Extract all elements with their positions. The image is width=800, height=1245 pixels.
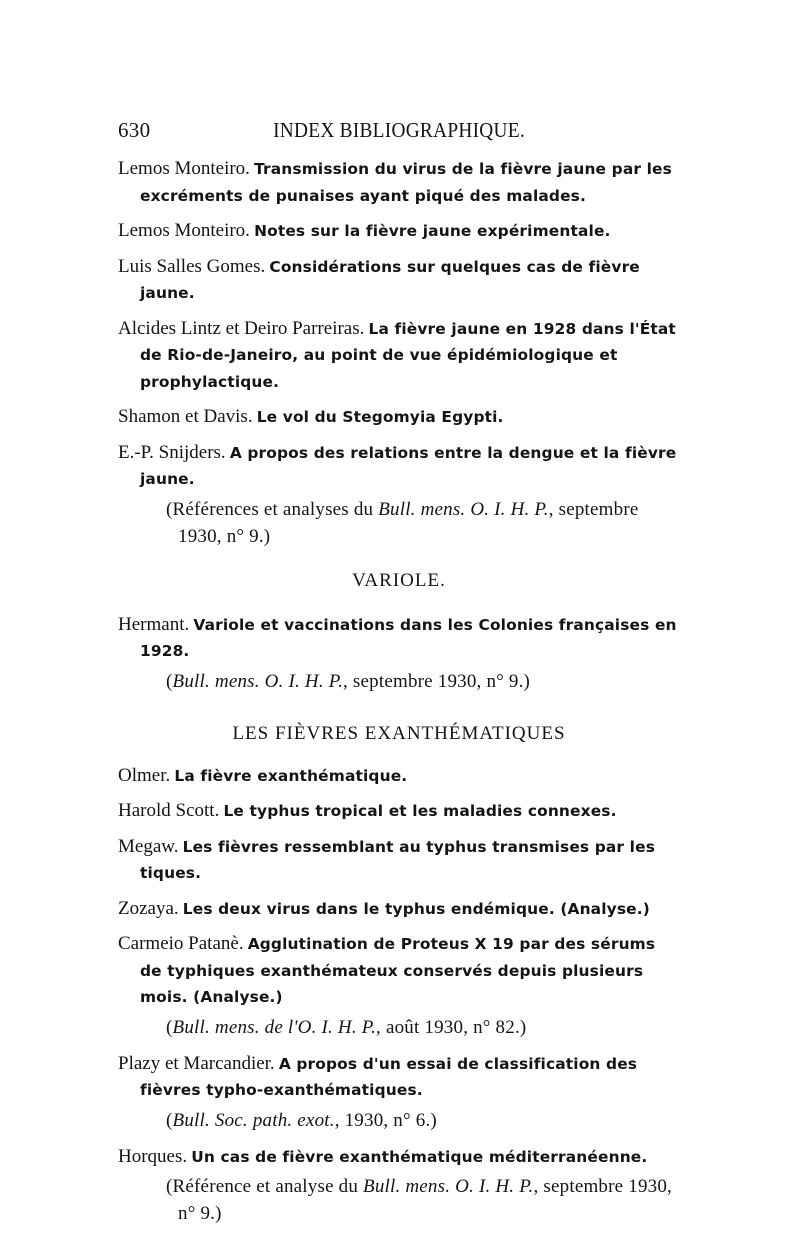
ref-suffix: , septembre 1930, n° 9.)	[178, 1176, 672, 1224]
entry-title: Le typhus tropical et les maladies connexes.	[223, 802, 617, 820]
bib-entry	[118, 218, 680, 245]
page-title: INDEX BIBLIOGRAPHIQUE.	[273, 118, 525, 142]
entry-title: Agglutination de Proteus X 19 par des sérums de typhiques exanthémateux conservés depuis plusieurs mois. (Analyse.)	[140, 935, 656, 1006]
entry-title: Considérations sur quelques cas de fièvre jaune.	[140, 257, 640, 302]
bib-entry	[118, 404, 680, 431]
entry-title: A propos des relations entre la dengue et la fièvre jaune.	[140, 443, 677, 488]
entry-author: Horques.	[118, 1145, 188, 1167]
section-heading-exanthematiques: LES FIÈVRES EXANTHÉMATIQUES	[232, 722, 566, 744]
entry-title: Variole et vaccinations dans les Colonies françaises en 1928.	[140, 615, 677, 660]
entry-author: Megaw.	[118, 835, 179, 857]
page-number: 630	[118, 118, 151, 142]
section-heading-variole: VARIOLE.	[352, 569, 446, 591]
entry-author: Carmeio Patanè.	[118, 933, 244, 954]
bib-entry	[118, 763, 680, 790]
ref-journal: Bull. mens. O. I. H. P.	[378, 498, 549, 520]
ref-suffix: , août 1930, n° 82.)	[376, 1016, 527, 1038]
ref-journal: Bull. mens. O. I. H. P.	[172, 670, 344, 692]
entry-title: Le vol du Stegomyia Egypti.	[256, 408, 504, 426]
entry-author: Shamon et Davis.	[118, 406, 253, 427]
ref-suffix: , 1930, n° 6.)	[334, 1109, 437, 1131]
ref-suffix: , septembre 1930, n° 9.)	[178, 498, 639, 547]
bibliography-content	[118, 156, 680, 1237]
ref-suffix: , septembre 1930, n° 9.)	[343, 670, 531, 692]
ref-journal: Bull. Soc. path. exot.	[172, 1109, 335, 1131]
ref-journal: Bull. mens. O. I. H. P.	[363, 1176, 534, 1197]
bib-entry	[118, 254, 680, 307]
bib-entry	[118, 612, 680, 665]
entry-author: Plazy et Marcandier.	[118, 1052, 275, 1074]
entry-author: Zozaya.	[118, 897, 179, 919]
entry-title: La fièvre exanthématique.	[174, 766, 408, 785]
source-reference	[166, 1014, 680, 1041]
ref-prefix: (	[166, 670, 173, 692]
entry-author: Olmer.	[118, 764, 171, 786]
bib-entry	[118, 440, 680, 493]
ref-prefix: (Références et analyses du	[166, 498, 379, 520]
source-reference	[166, 1107, 680, 1134]
source-reference	[166, 496, 680, 550]
entry-title: Un cas de fièvre exanthématique méditerranéenne.	[191, 1147, 648, 1166]
entry-title: Les deux virus dans le typhus endémique. (Analyse.)	[182, 899, 650, 918]
entry-author: E.-P. Snijders.	[118, 441, 226, 463]
entry-author: Hermant.	[118, 613, 190, 635]
entry-title: Transmission du virus de la fièvre jaune par les excréments de punaises ayant piqué des malades.	[140, 160, 672, 205]
entry-title: A propos d'un essai de classification des fièvres typho-exanthématiques.	[140, 1054, 638, 1099]
bib-entry	[118, 1051, 680, 1104]
entry-author: Alcides Lintz et Deiro Parreiras.	[118, 317, 365, 339]
source-reference	[166, 1173, 680, 1227]
bib-entry	[118, 316, 680, 396]
entry-title: Les fièvres ressemblant au typhus transmises par les tiques.	[140, 837, 655, 882]
entry-author: Luis Salles Gomes.	[118, 255, 266, 277]
bib-entry	[118, 834, 680, 887]
bib-entry	[118, 1144, 680, 1171]
entry-author: Lemos Monteiro.	[118, 220, 250, 241]
ref-prefix: (Référence et analyse du	[166, 1176, 364, 1197]
bib-entry	[118, 798, 680, 825]
ref-prefix: (	[166, 1016, 173, 1038]
bib-entry	[118, 931, 680, 1011]
bib-entry	[118, 156, 680, 209]
entry-title: Notes sur la fièvre jaune expérimentale.	[254, 222, 611, 240]
bib-entry	[118, 896, 680, 923]
running-head	[118, 118, 680, 148]
source-reference	[166, 668, 680, 695]
ref-prefix: (	[166, 1109, 173, 1131]
ref-journal: Bull. mens. de l'O. I. H. P.	[172, 1016, 377, 1038]
entry-author: Harold Scott.	[118, 800, 220, 821]
entry-title: La fièvre jaune en 1928 dans l'État de Rio-de-Janeiro, au point de vue épidémiologique et prophylactique.	[140, 319, 676, 391]
entry-author: Lemos Monteiro.	[118, 158, 250, 179]
